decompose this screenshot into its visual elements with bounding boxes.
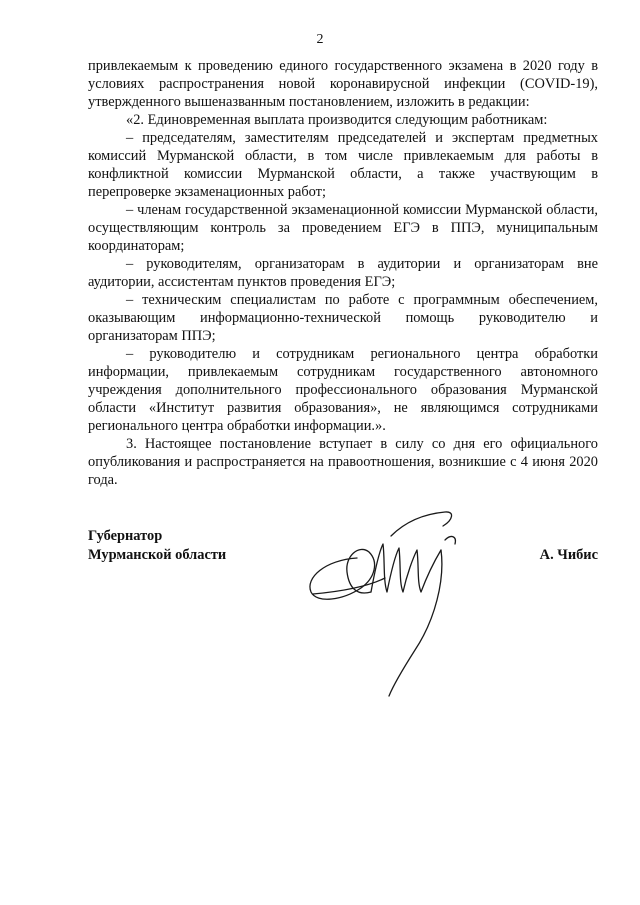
signatory-name: А. Чибис [539, 547, 598, 563]
signatory-title [88, 527, 226, 565]
page-number: 2 [316, 32, 324, 47]
paragraph-item-3: 3. Настоящее постановление вступает в силу со дня его официального опубликования и распространяется на правоотношения, возникшие с 4 июня 2020 года. [88, 436, 598, 488]
signatory-title-line1: Губернатор [88, 528, 163, 544]
paragraph-item-2: «2. Единовременная выплата производится следующим работникам: [126, 112, 548, 128]
document-body [88, 57, 598, 489]
paragraph-bullet-tech: – техническим специалистам по работе с программным обеспечением, оказывающим информационно-технической помощь руководителю и организаторам ППЭ; [88, 292, 598, 344]
paragraph-bullet-rcoi: – руководителю и сотрудникам регионального центра обработки информации, привлекаемым сотрудникам государственного автономного учреждения дополнительного профессионального образования Мурманской области «Институт развития образования», не являющимся сотрудниками регионального центра обработки информации.». [88, 346, 598, 434]
paragraph-intro: привлекаемым к проведению единого государственного экзамена в 2020 году в условиях распространения новой коронавирусной инфекции (COVID-19), утвержденного вышеназванным постановлением, изложить в редакции: [88, 58, 598, 110]
paragraph-bullet-gek: – членам государственной экзаменационной комиссии Мурманской области, осуществляющим контроль за проведением ЕГЭ в ППЭ, муниципальным координаторам; [88, 202, 598, 254]
signatory-title-line2: Мурманской области [88, 547, 227, 563]
handwritten-signature [295, 500, 505, 700]
paragraph-bullet-organizers: – руководителям, организаторам в аудитории и организаторам вне аудитории, ассистентам пунктов проведения ЕГЭ; [88, 256, 598, 290]
paragraph-bullet-experts: – председателям, заместителям председателей и экспертам предметных комиссий Мурманской области, в том числе привлекаемым для работы в конфликтной комиссии Мурманской области, а также участвующим в перепроверке экзаменационных работ; [88, 130, 598, 200]
